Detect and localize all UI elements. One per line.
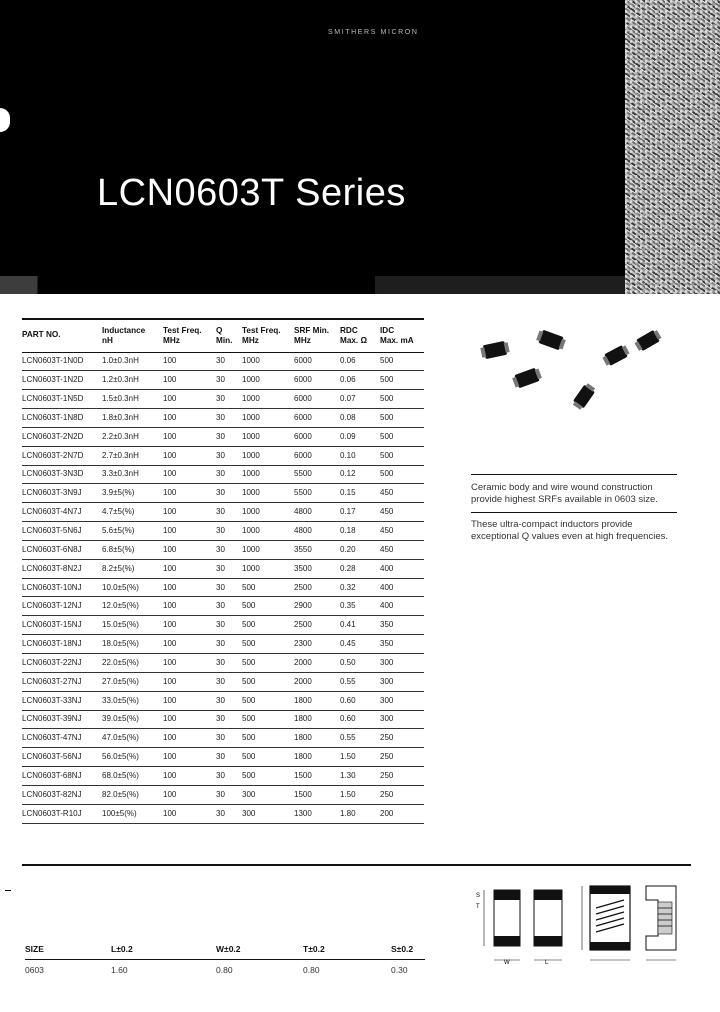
col-idc: IDC Max. mA [380, 319, 424, 352]
s-col: S±0.2 [391, 940, 425, 959]
size-table [25, 940, 425, 981]
table-cell: LCN0603T-47NJ [22, 729, 102, 748]
brand-name: SMITHERS MICRON [328, 29, 419, 36]
table-cell: 30 [216, 409, 242, 428]
table-cell: 39.0±5(%) [102, 710, 163, 729]
table-cell: 30 [216, 559, 242, 578]
table-cell: 100 [163, 672, 216, 691]
table-row [22, 748, 424, 767]
table-cell: LCN0603T-10NJ [22, 578, 102, 597]
table-row [22, 616, 424, 635]
col-rdc: RDC Max. Ω [340, 319, 380, 352]
table-row [22, 691, 424, 710]
table-row [22, 446, 424, 465]
table-cell: 47.0±5(%) [102, 729, 163, 748]
table-cell: 100 [163, 503, 216, 522]
table-cell: 0.07 [340, 390, 380, 409]
col-part-no: PART NO. [22, 319, 102, 352]
dim-label-t: T [476, 904, 480, 910]
inductor-chip-icon [636, 330, 660, 351]
table-cell: 30 [216, 446, 242, 465]
table-cell: 0.15 [340, 484, 380, 503]
table-cell: 300 [242, 804, 294, 823]
table-cell: 68.0±5(%) [102, 767, 163, 786]
table-cell: LCN0603T-5N6J [22, 522, 102, 541]
table-cell: 500 [380, 446, 424, 465]
inductor-chip-icon [573, 385, 595, 409]
table-cell: 5.6±5(%) [102, 522, 163, 541]
table-cell: 12.0±5(%) [102, 597, 163, 616]
component-illustration [470, 325, 680, 425]
table-cell: 1000 [242, 371, 294, 390]
table-cell: 0.18 [340, 522, 380, 541]
size-table-header [25, 940, 425, 959]
table-cell: 1.50 [340, 785, 380, 804]
table-cell: 30 [216, 578, 242, 597]
table-row [22, 484, 424, 503]
table-cell: 2900 [294, 597, 340, 616]
inductor-chip-icon [514, 368, 539, 389]
w-value: 0.80 [216, 965, 233, 976]
table-cell: 100 [163, 446, 216, 465]
table-cell: 300 [242, 785, 294, 804]
table-cell: 30 [216, 710, 242, 729]
table-cell: 2.7±0.3nH [102, 446, 163, 465]
table-cell: 1500 [294, 785, 340, 804]
table-cell: LCN0603T-27NJ [22, 672, 102, 691]
table-cell: 100 [163, 710, 216, 729]
w-col: W±0.2 [216, 940, 303, 959]
table-cell: 100 [163, 804, 216, 823]
table-cell: 500 [242, 578, 294, 597]
banner-texture [625, 0, 720, 294]
table-row [22, 465, 424, 484]
table-cell: 0.17 [340, 503, 380, 522]
table-cell: 0.09 [340, 427, 380, 446]
table-cell: 100 [163, 522, 216, 541]
table-cell: 100 [163, 597, 216, 616]
table-cell: 8.2±5(%) [102, 559, 163, 578]
table-row [22, 654, 424, 673]
table-cell: 500 [242, 654, 294, 673]
table-cell: 56.0±5(%) [102, 748, 163, 767]
table-cell: LCN0603T-33NJ [22, 691, 102, 710]
size-value: 0603 [25, 965, 44, 976]
table-cell: 500 [380, 371, 424, 390]
table-cell: 300 [380, 710, 424, 729]
table-cell: 30 [216, 672, 242, 691]
spec-table-header [22, 319, 424, 352]
table-cell: LCN0603T-82NJ [22, 785, 102, 804]
table-cell: 100 [163, 785, 216, 804]
table-cell: LCN0603T-8N2J [22, 559, 102, 578]
table-cell: 30 [216, 540, 242, 559]
table-cell: 2000 [294, 672, 340, 691]
table-cell: 30 [216, 748, 242, 767]
table-cell: 400 [380, 597, 424, 616]
l-value: 1.60 [111, 965, 128, 976]
table-cell: 6000 [294, 352, 340, 371]
table-cell: 0.20 [340, 540, 380, 559]
dim-label-s: S [476, 893, 481, 899]
table-cell: 30 [216, 352, 242, 371]
table-cell: 100 [163, 427, 216, 446]
table-cell: 250 [380, 767, 424, 786]
table-cell: 10.0±5(%) [102, 578, 163, 597]
table-cell: 100±5(%) [102, 804, 163, 823]
table-cell: 100 [163, 616, 216, 635]
table-row [22, 710, 424, 729]
table-cell: 6.8±5(%) [102, 540, 163, 559]
table-cell: LCN0603T-2N7D [22, 446, 102, 465]
table-cell: 0.08 [340, 409, 380, 428]
table-cell: 30 [216, 371, 242, 390]
table-cell: 1800 [294, 748, 340, 767]
table-cell: 1000 [242, 446, 294, 465]
table-cell: 100 [163, 390, 216, 409]
table-cell: 100 [163, 578, 216, 597]
table-row [22, 503, 424, 522]
table-cell: 1000 [242, 427, 294, 446]
table-cell: 0.06 [340, 371, 380, 390]
table-cell: 500 [380, 427, 424, 446]
table-cell: 22.0±5(%) [102, 654, 163, 673]
inductor-chip-icon [483, 341, 507, 359]
footer-divider [22, 864, 691, 866]
table-cell: 5500 [294, 465, 340, 484]
col-srf-min: SRF Min. MHz [294, 319, 340, 352]
table-cell: 500 [380, 390, 424, 409]
table-cell: 100 [163, 371, 216, 390]
description-paragraph: These ultra-compact inductors provide exceptional Q values even at high frequencies. [471, 512, 677, 549]
table-cell: 1.5±0.3nH [102, 390, 163, 409]
col-q-min: Q Min. [216, 319, 242, 352]
table-cell: 1000 [242, 522, 294, 541]
table-cell: 1000 [242, 352, 294, 371]
page-title: LCN0603T Series [97, 172, 406, 214]
table-cell: 30 [216, 729, 242, 748]
table-cell: 3.3±0.3nH [102, 465, 163, 484]
table-cell: 300 [380, 654, 424, 673]
table-cell: 0.60 [340, 691, 380, 710]
table-cell: 0.60 [340, 710, 380, 729]
table-row [22, 672, 424, 691]
table-cell: 2500 [294, 616, 340, 635]
table-cell: 1.0±0.3nH [102, 352, 163, 371]
table-cell: LCN0603T-3N9J [22, 484, 102, 503]
table-cell: LCN0603T-1N2D [22, 371, 102, 390]
banner-notch [0, 108, 10, 132]
table-row [22, 371, 424, 390]
table-cell: 30 [216, 503, 242, 522]
table-row [22, 804, 424, 823]
table-cell: 1000 [242, 409, 294, 428]
table-cell: 250 [380, 729, 424, 748]
table-cell: 1000 [242, 484, 294, 503]
t-value: 0.80 [303, 965, 320, 976]
size-table-row [25, 959, 425, 981]
table-cell: 0.41 [340, 616, 380, 635]
table-cell: 0.32 [340, 578, 380, 597]
table-cell: 3500 [294, 559, 340, 578]
table-cell: 1000 [242, 559, 294, 578]
table-cell: LCN0603T-3N3D [22, 465, 102, 484]
table-cell: 300 [380, 672, 424, 691]
table-cell: 30 [216, 691, 242, 710]
table-cell: 0.35 [340, 597, 380, 616]
table-cell: 15.0±5(%) [102, 616, 163, 635]
table-cell: 82.0±5(%) [102, 785, 163, 804]
t-col: T±0.2 [303, 940, 391, 959]
table-cell: 0.50 [340, 654, 380, 673]
table-cell: 6000 [294, 409, 340, 428]
table-cell: 30 [216, 597, 242, 616]
table-row [22, 352, 424, 371]
table-cell: 30 [216, 635, 242, 654]
table-cell: 300 [380, 691, 424, 710]
table-cell: 100 [163, 409, 216, 428]
table-cell: 2300 [294, 635, 340, 654]
col-test-freq-2: Test Freq. MHz [242, 319, 294, 352]
table-cell: 400 [380, 578, 424, 597]
table-cell: 250 [380, 785, 424, 804]
table-row [22, 540, 424, 559]
table-cell: LCN0603T-2N2D [22, 427, 102, 446]
table-cell: 30 [216, 616, 242, 635]
spec-table-body [22, 352, 424, 823]
table-cell: 18.0±5(%) [102, 635, 163, 654]
table-cell: 500 [242, 635, 294, 654]
table-cell: 100 [163, 352, 216, 371]
table-row [22, 597, 424, 616]
table-cell: 1800 [294, 710, 340, 729]
table-cell: 250 [380, 748, 424, 767]
table-cell: 6000 [294, 390, 340, 409]
table-cell: 1.80 [340, 804, 380, 823]
table-row [22, 785, 424, 804]
col-test-freq: Test Freq. MHz [163, 319, 216, 352]
table-cell: 1.8±0.3nH [102, 409, 163, 428]
dim-label-w: W [504, 960, 510, 966]
table-cell: 6000 [294, 446, 340, 465]
l-col: L±0.2 [111, 940, 216, 959]
table-cell: 100 [163, 465, 216, 484]
table-cell: LCN0603T-6N8J [22, 540, 102, 559]
table-cell: LCN0603T-1N5D [22, 390, 102, 409]
description-paragraph: Ceramic body and wire wound construction provide highest SRFs available in 0603 size. [471, 482, 658, 505]
size-col: SIZE [25, 940, 111, 959]
table-cell: LCN0603T-12NJ [22, 597, 102, 616]
table-cell: 5500 [294, 484, 340, 503]
table-cell: 1800 [294, 729, 340, 748]
table-cell: 30 [216, 427, 242, 446]
table-cell: 100 [163, 654, 216, 673]
table-row [22, 427, 424, 446]
table-cell: 1000 [242, 390, 294, 409]
table-cell: 100 [163, 767, 216, 786]
table-cell: 1300 [294, 804, 340, 823]
s-value: 0.30 [391, 965, 408, 976]
table-cell: 1500 [294, 767, 340, 786]
spec-table [22, 318, 424, 824]
product-description [471, 474, 677, 549]
table-cell: 450 [380, 540, 424, 559]
table-cell: 100 [163, 484, 216, 503]
table-cell: 100 [163, 559, 216, 578]
table-cell: 0.55 [340, 729, 380, 748]
table-cell: 100 [163, 540, 216, 559]
table-cell: 1.30 [340, 767, 380, 786]
table-cell: LCN0603T-68NJ [22, 767, 102, 786]
table-cell: 500 [242, 729, 294, 748]
table-cell: 500 [242, 767, 294, 786]
table-cell: 4.7±5(%) [102, 503, 163, 522]
table-cell: 30 [216, 522, 242, 541]
table-cell: 100 [163, 635, 216, 654]
table-cell: 33.0±5(%) [102, 691, 163, 710]
table-row [22, 522, 424, 541]
table-row [22, 390, 424, 409]
table-cell: LCN0603T-22NJ [22, 654, 102, 673]
table-cell: LCN0603T-4N7J [22, 503, 102, 522]
dim-label-l: L [545, 960, 549, 966]
table-cell: 3.9±5(%) [102, 484, 163, 503]
table-cell: 30 [216, 484, 242, 503]
table-cell: LCN0603T-39NJ [22, 710, 102, 729]
table-cell: 400 [380, 559, 424, 578]
table-cell: LCN0603T-15NJ [22, 616, 102, 635]
table-cell: 100 [163, 748, 216, 767]
table-cell: 30 [216, 654, 242, 673]
table-cell: 0.55 [340, 672, 380, 691]
table-cell: LCN0603T-1N0D [22, 352, 102, 371]
table-cell: 500 [380, 465, 424, 484]
table-cell: 450 [380, 522, 424, 541]
table-cell: 0.12 [340, 465, 380, 484]
dimension-drawing [470, 880, 695, 970]
table-cell: 500 [242, 672, 294, 691]
table-cell: 500 [242, 691, 294, 710]
table-cell: 2.2±0.3nH [102, 427, 163, 446]
table-cell: LCN0603T-1N8D [22, 409, 102, 428]
table-cell: 30 [216, 767, 242, 786]
table-cell: LCN0603T-R10J [22, 804, 102, 823]
table-cell: 2000 [294, 654, 340, 673]
table-cell: 4800 [294, 522, 340, 541]
table-row [22, 767, 424, 786]
table-cell: 30 [216, 804, 242, 823]
table-row [22, 578, 424, 597]
table-cell: 3550 [294, 540, 340, 559]
table-cell: 1.2±0.3nH [102, 371, 163, 390]
table-cell: 1000 [242, 540, 294, 559]
table-cell: 500 [380, 409, 424, 428]
header-banner [0, 0, 720, 294]
table-cell: 30 [216, 465, 242, 484]
table-cell: 30 [216, 390, 242, 409]
banner-edge [0, 276, 625, 294]
table-cell: 4800 [294, 503, 340, 522]
table-cell: 200 [380, 804, 424, 823]
table-cell: 100 [163, 729, 216, 748]
table-cell: 6000 [294, 371, 340, 390]
table-cell: 1000 [242, 465, 294, 484]
table-cell: 500 [242, 748, 294, 767]
inductor-chip-icon [604, 345, 628, 366]
table-cell: 350 [380, 616, 424, 635]
col-inductance: Inductance nH [102, 319, 163, 352]
table-cell: 0.45 [340, 635, 380, 654]
table-cell: 500 [242, 616, 294, 635]
table-row [22, 409, 424, 428]
table-cell: 2500 [294, 578, 340, 597]
table-cell: 27.0±5(%) [102, 672, 163, 691]
table-row [22, 559, 424, 578]
table-cell: 350 [380, 635, 424, 654]
margin-tick [5, 890, 11, 891]
table-cell: 500 [242, 710, 294, 729]
table-cell: 0.06 [340, 352, 380, 371]
table-row [22, 729, 424, 748]
table-cell: 500 [380, 352, 424, 371]
table-cell: 100 [163, 691, 216, 710]
table-cell: 1.50 [340, 748, 380, 767]
table-cell: LCN0603T-18NJ [22, 635, 102, 654]
table-cell: 30 [216, 785, 242, 804]
table-cell: 6000 [294, 427, 340, 446]
table-cell: 500 [242, 597, 294, 616]
table-row [22, 635, 424, 654]
table-cell: 0.28 [340, 559, 380, 578]
table-cell: 1000 [242, 503, 294, 522]
table-cell: 1800 [294, 691, 340, 710]
table-cell: 0.10 [340, 446, 380, 465]
table-cell: LCN0603T-56NJ [22, 748, 102, 767]
table-cell: 450 [380, 484, 424, 503]
table-cell: 450 [380, 503, 424, 522]
inductor-chip-icon [538, 330, 563, 351]
